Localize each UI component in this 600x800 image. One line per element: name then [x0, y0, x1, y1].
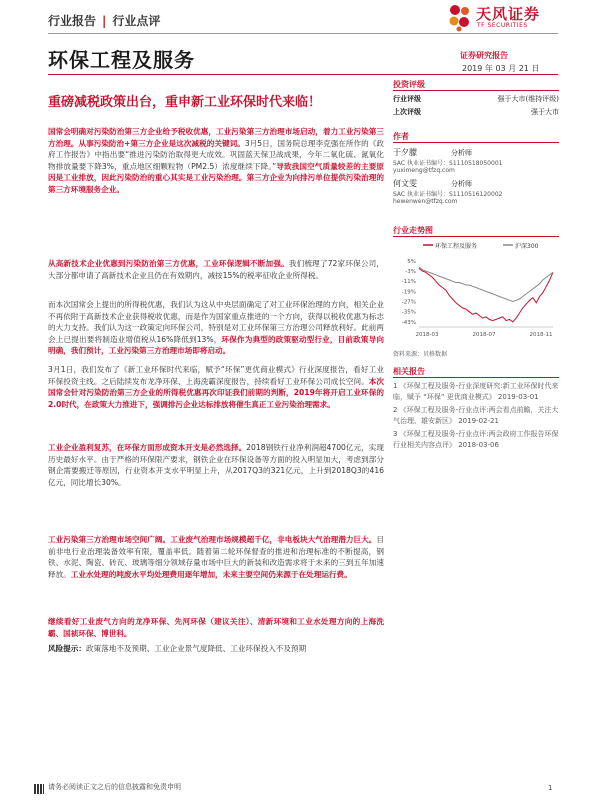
report-type: 证券研究报告	[460, 51, 508, 60]
para5-highlight: 工业企业盈利复苏，在环保方面形成资本开支是必然选择。	[48, 443, 247, 452]
y-tick-label: 5%	[407, 258, 416, 265]
para6-highlight: 工业污染第三方治理市场空间广阔。工业废气治理市场规模超千亿，非电板块大气治理潜力巨大。	[48, 535, 377, 544]
paragraph-6	[48, 534, 384, 580]
related-report-item[interactable]: 2 《环保工程及服务-行业点评:两会看点前瞻，关注大气治理、雄安新区》 2019-02-21	[393, 406, 559, 425]
authors-section	[393, 131, 559, 142]
y-tick-label: -43%	[401, 319, 416, 326]
y-tick-label: -27%	[401, 299, 416, 306]
industry-rating-label: 行业评级	[393, 95, 421, 103]
author-2	[393, 178, 559, 205]
trend-heading: 行业走势图	[393, 226, 433, 235]
risk-label: 风险提示：	[48, 644, 86, 653]
industry-rating-row	[393, 94, 559, 104]
para1-body: 3月5日，国务院总理李克强在所作的《政府工作报告》中指出要“推进污染防治取得更大成效。巩固蓝天保卫战成果，今年二氧化硫、氮氧化物排放量要下降3%，重点地区细颗粒物（PM2.5）浓度继续下降。”	[48, 138, 384, 171]
paragraph-4	[48, 364, 384, 410]
chart-source: 资料来源：贝格数据	[393, 351, 448, 358]
author-title: 分析师	[451, 180, 472, 188]
para2-body: 我们梳理了72家环保公司，大部分都申请了高新技术企业且仍在有效期内，减按15%的税率征收企业所得税。	[48, 259, 384, 280]
x-tick-label: 2018-11	[529, 332, 553, 338]
related-report-item[interactable]: 3 《环保工程及服务-行业点评:两会政府工作报告环保行业相关内容点评》 2018-03-06	[393, 430, 559, 449]
report-date: 2019 年 03 月 21 日	[462, 64, 540, 73]
x-tick-label: 2018-07	[472, 332, 496, 338]
title-divider	[48, 74, 558, 75]
paragraph-5	[48, 442, 384, 488]
authors-divider	[393, 142, 559, 143]
prev-rating-label: 上次评级	[393, 108, 421, 116]
tf-securities-logo-icon	[446, 2, 474, 32]
chart-x-axis	[416, 332, 553, 338]
author-title: 分析师	[451, 149, 472, 157]
paragraph-2	[48, 258, 384, 281]
para4-highlight: 本次国常会针对污染防治第三方企业的所得税优惠再次印证我们前期的判断，2019年将开启工业环保的2.0时代，在政策大力推进下，强调排污企业达标排放将催生真正工业污染治理需求。	[48, 376, 384, 409]
para3-body: 而本次国常会上提出的所得税优惠，我们认为这从中央层面确定了对工业环保治理的方向，相关企业不再依附于高新技术企业获得税收优惠，而是作为国家重点推进的一个方向，获得以税收优惠为标志的大力支持。我们认为这一政策定向环保公司，特别是对工业环保第三方治理公司释放利好。此前两会上已提出要将制造业增值税从16%降低到13%，	[48, 300, 384, 344]
logo-text-en: TF SECURITIES	[477, 22, 528, 29]
header-divider	[48, 33, 558, 34]
para6-body: 目前非电行业治理装备效率有限，覆盖率低。随着第二轮环保督查的推进和治理标准的不断提高，钢铁、水泥、陶瓷、砖瓦、玻璃等细分领域存量市场中巨大的新装和改造需求将于未来的三到五年加速释放。	[48, 535, 384, 579]
rating-section	[393, 79, 559, 90]
author-cert: SAC 执业证书编号：S1110516120002	[393, 191, 503, 198]
y-tick-label: -11%	[401, 279, 416, 286]
para2-highlight: 从高新技术企业优惠到污染防治第三方优惠，工业环保逻辑不断加强。	[48, 259, 289, 268]
author-1	[393, 147, 559, 174]
industry-rating-value: 强于大市(维持评级)	[497, 95, 559, 103]
para6-conclusion: 工业水处理的吨废水平均处理费用逐年增加，未来主要空间仍来源于在处理运行费。	[70, 569, 352, 579]
paragraph-3	[48, 299, 384, 357]
paragraph-1	[48, 126, 384, 196]
category-separator: |	[102, 14, 107, 28]
para4-body: 3月1日，我们发布了《新工业环保时代来临，赋予“环保”更优商业模式》行业深度报告，看好工业环保投资主线。之后陆续发布龙净环保、上海洗霸深度报告，持续看好工业环保公司成长空间。	[48, 365, 384, 386]
y-tick-label: -3%	[405, 269, 416, 275]
para7-highlight: 继续看好工业废气方向的龙净环保、先河环保（建议关注）、清新环境和工业水处理方向的上海洗霸、国祯环保、博世科。	[48, 617, 384, 638]
rating-heading: 投资评级	[393, 80, 425, 89]
author-name: 何文雯	[393, 179, 417, 188]
footer-disclaimer[interactable]: 请务必阅读正文之后的信息披露和免责申明	[48, 783, 181, 791]
risk-text: 政策落地不及预期、工业企业景气度降低、工业环保投入不及预期	[85, 644, 307, 653]
paragraph-7	[48, 616, 384, 639]
legend-label-series-2: 沪深300	[515, 243, 539, 250]
para1-conclusion: 导致我国空气质量较差的主要原因是工业排放，因此污染防治的重心其实是工业污染治理。第三方企业为向排污单位提供污染治理的第三方环境服务企业。	[48, 161, 385, 194]
para5-body: 2018钢铁行业净利润超4700亿元，实现历史最好水平。由于严格的环保限产要求，钢铁企业在环保设备等方面的投入明显加大，考虑到部分钢企需要搬迁等原因，行业资本开支水平明显上升，从2017Q3的321亿元，上升到2018Q3的416亿元，同比增长30%。	[48, 443, 385, 487]
prev-rating-row	[393, 107, 559, 117]
author-email[interactable]: hewenwen@tfzq.com	[393, 198, 458, 205]
trend-divider	[393, 236, 559, 237]
chart-y-axis	[402, 259, 553, 327]
industry-trend-chart	[393, 239, 559, 345]
chart-plot-area	[419, 267, 553, 322]
authors-heading: 作者	[393, 132, 409, 141]
related-list	[393, 381, 559, 450]
y-tick-label: -35%	[401, 309, 416, 316]
related-report-item[interactable]: 1 《环保工程及服务-行业深度研究:新工业环保时代来临，赋予 “环保” 更优商业模式》 2019-03-01	[393, 382, 559, 401]
author-cert: SAC 执业证书编号：S1110518050001	[393, 160, 503, 167]
para1-highlight: 国常会明确对污染防治第三方企业给予税收优惠，工业污染第三方治理市场启动，着力工业污染第三方治理。从事污染防治+第三方企业是这次减税的关键词。	[48, 127, 384, 148]
related-heading: 相关报告	[393, 367, 425, 376]
legend-label-series-1: 环保工程及服务	[435, 243, 478, 250]
rating-divider	[393, 90, 559, 91]
x-tick-label: 2018-03	[415, 332, 439, 338]
prev-rating-value: 强于大市	[531, 108, 559, 116]
author-email[interactable]: yuximeng@tfzq.com	[393, 167, 455, 174]
report-category	[48, 12, 160, 29]
category-industry-comment: 行业点评	[112, 14, 161, 28]
page-number: 1	[548, 784, 553, 792]
chart-legend	[423, 242, 539, 250]
trend-section	[393, 225, 559, 236]
author-name: 于夕朦	[393, 148, 417, 157]
category-industry-report: 行业报告	[48, 14, 97, 28]
risk-warning	[48, 643, 384, 655]
related-section	[393, 366, 559, 377]
report-subtitle: 重磅减税政策出台，重申新工业环保时代来临！	[48, 95, 322, 110]
qr-code-icon	[34, 784, 44, 794]
para3-highlight: 环保作为典型的政策驱动型行业，目前政策导向明确，我们预计，工业污染第三方治理市场即将启动。	[48, 334, 384, 356]
y-tick-label: -19%	[401, 289, 416, 296]
logo-text: 天风证券	[476, 5, 541, 23]
page-title: 环保工程及服务	[48, 48, 195, 72]
related-divider	[393, 377, 559, 378]
